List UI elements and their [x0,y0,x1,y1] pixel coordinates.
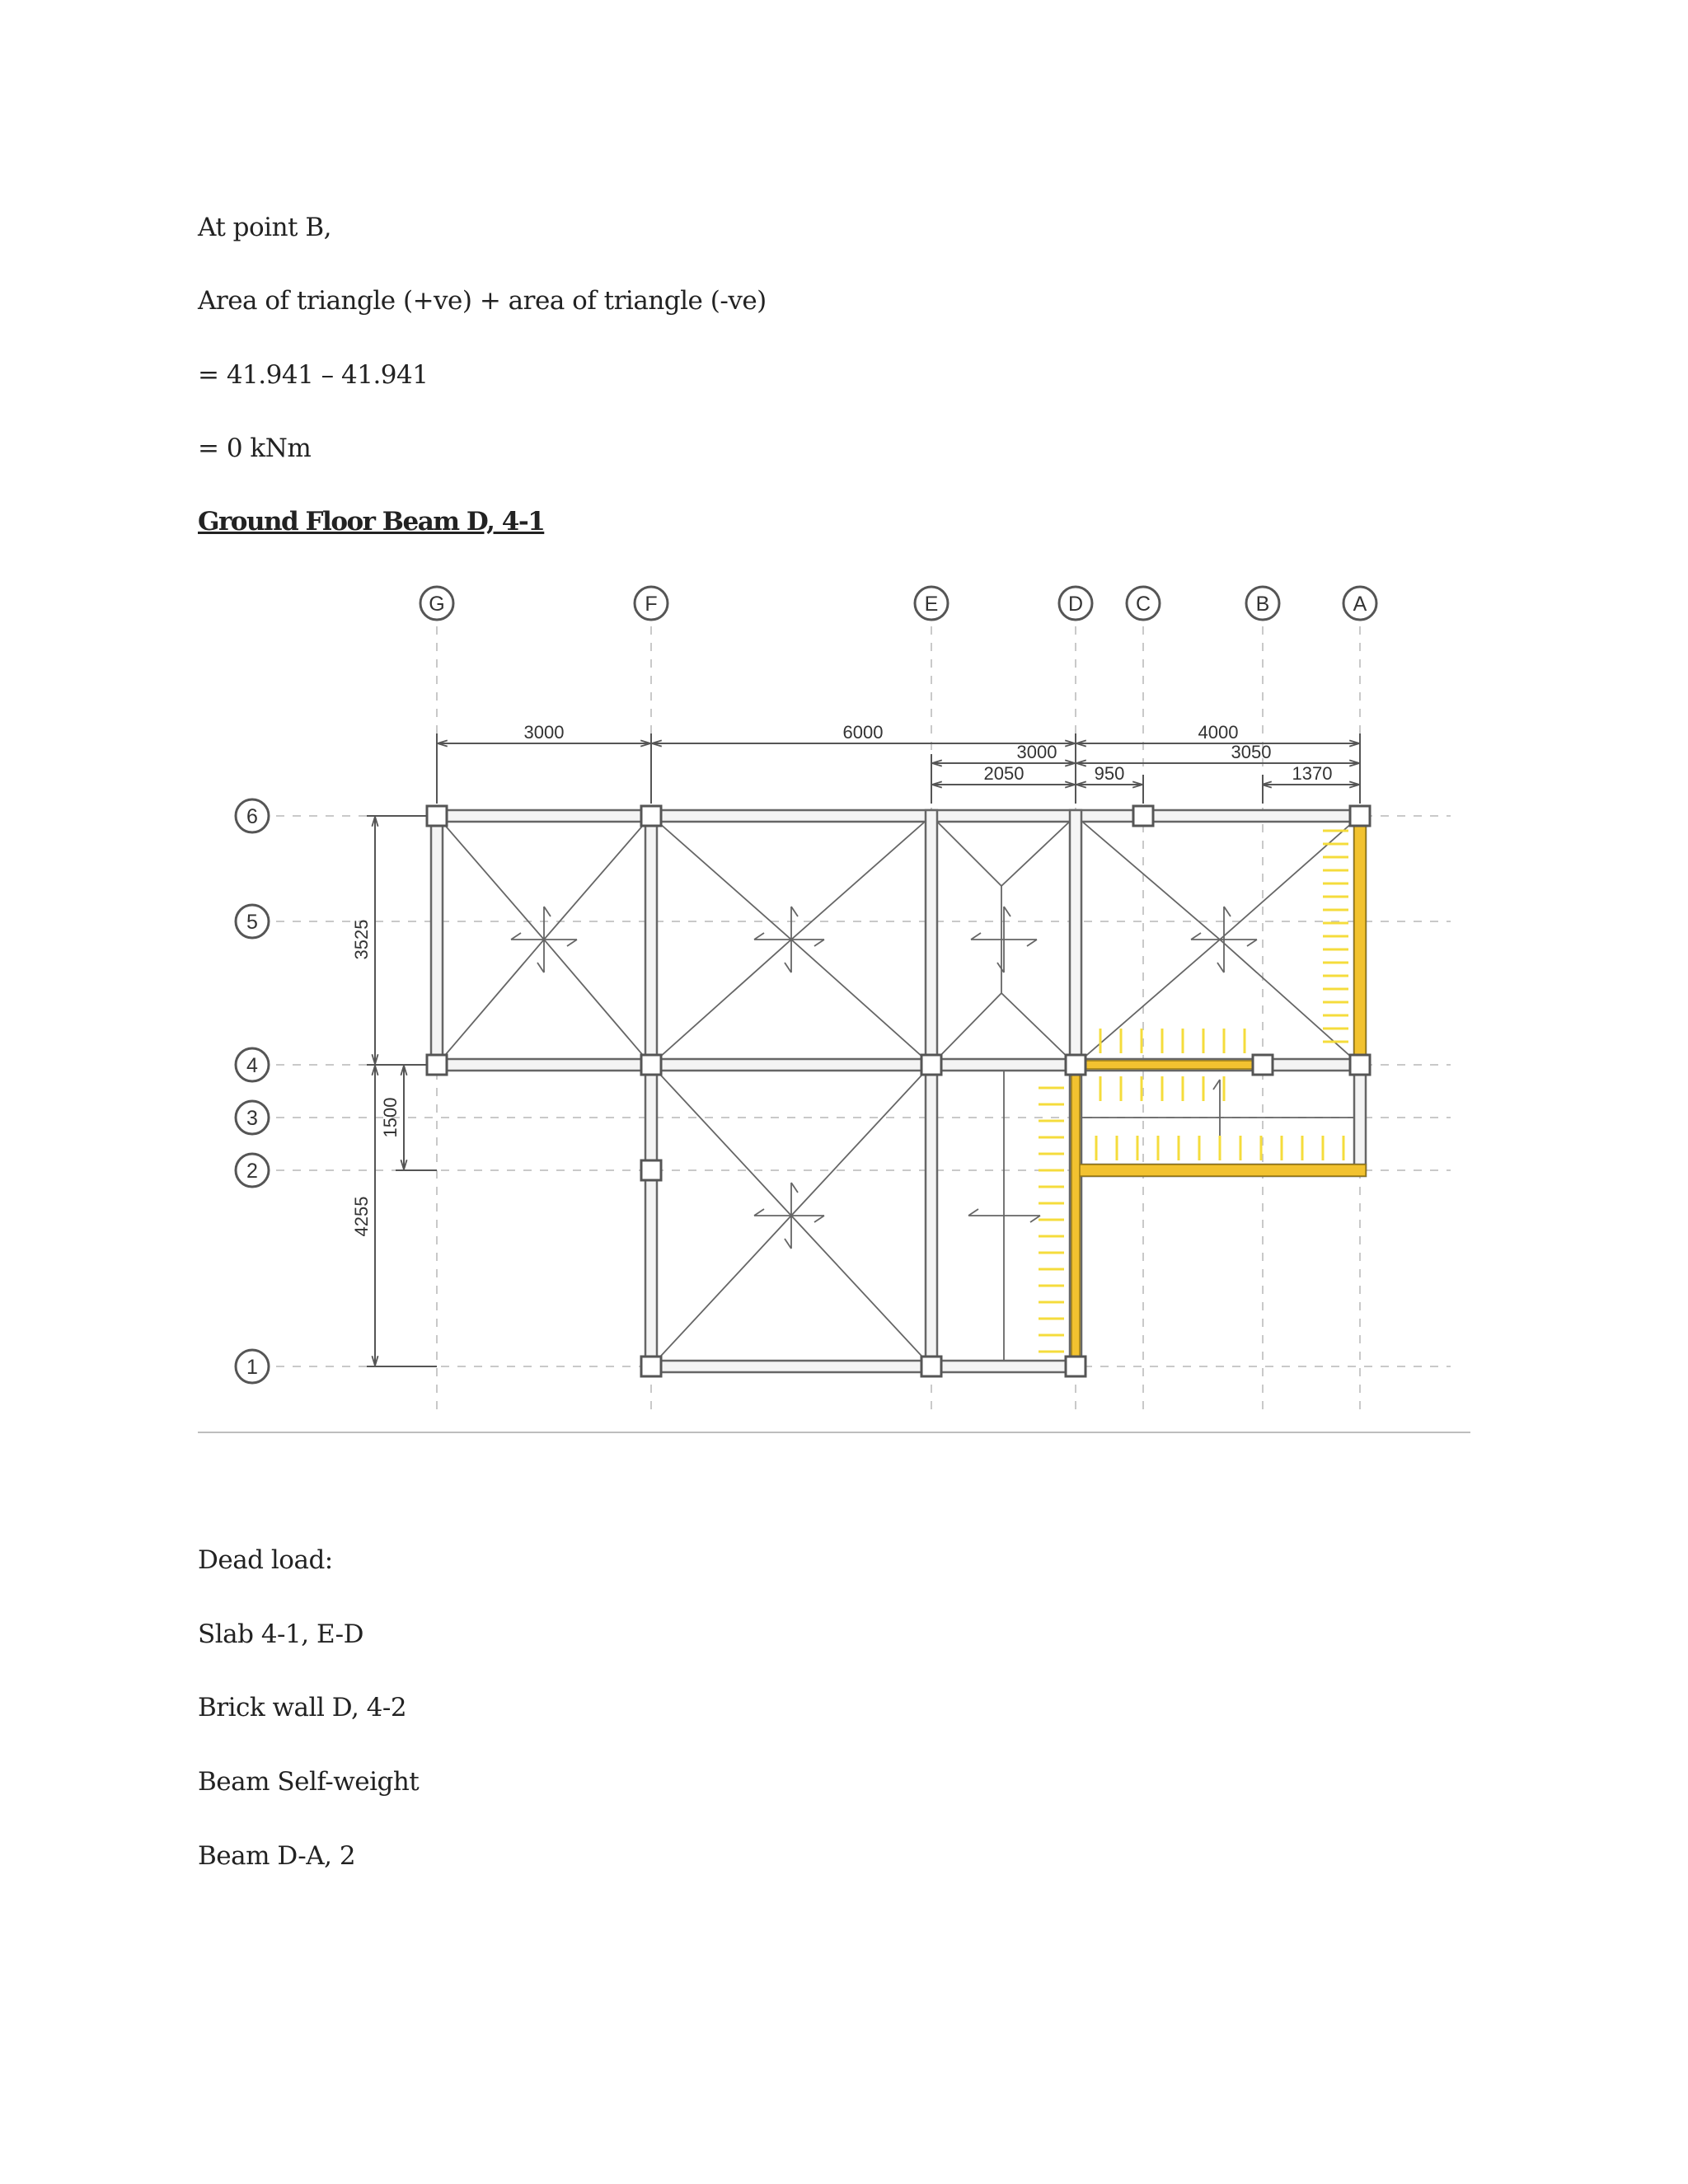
text-result: = 0 kNm [198,434,312,463]
text-difference: = 41.941 – 41.941 [198,360,429,390]
dim-label-950: 950 [1094,763,1125,784]
text-dead-load: Dead load: [198,1545,333,1575]
grid-label-a: A [1353,593,1367,616]
grid-label-3: 3 [246,1107,258,1130]
grid-label-d: D [1067,593,1084,616]
dimension-lines-left [367,816,437,1366]
grid-label-4: 4 [246,1054,258,1077]
grid-label-f: F [645,593,658,616]
dim-label-3000-ed: 3000 [1016,742,1057,762]
list-item-slab: Slab 4-1, E-D [198,1619,363,1649]
horizontal-divider [198,1432,1470,1433]
grid-label-c: C [1135,593,1151,616]
grid-label-2: 2 [246,1160,258,1183]
list-item-beam-d-a: Beam D-A, 2 [198,1841,356,1871]
dimension-lines-top [437,733,1360,804]
section-heading: Ground Floor Beam D, 4-1 [198,507,545,537]
grid-label-5: 5 [246,911,258,934]
dim-label-3000: 3000 [523,722,565,743]
beams [430,810,1367,1372]
grid-label-6: 6 [246,805,258,828]
dim-label-6000: 6000 [842,722,884,743]
span-direction-arrows [511,907,1257,1249]
highlighted-beams [1071,822,1366,1361]
grid-label-g: G [429,593,445,616]
list-item-beam-self-weight: Beam Self-weight [198,1767,420,1797]
dim-label-4000: 4000 [1198,722,1239,743]
dim-label-3525: 3525 [351,919,372,960]
load-arrows [1039,831,1348,1352]
columns [427,806,1370,1376]
dim-label-1370: 1370 [1292,763,1333,784]
text-at-point-b: At point B, [198,213,331,242]
slab-yield-lines [437,816,1360,1366]
grid-label-e: E [924,593,939,616]
text-area-of-triangles: Area of triangle (+ve) + area of triangle (-ve) [198,286,767,316]
grid-label-1: 1 [246,1356,258,1379]
dim-label-1500: 1500 [380,1097,401,1138]
list-item-brick-wall: Brick wall D, 4-2 [198,1693,407,1722]
dim-label-4255: 4255 [351,1196,372,1237]
dim-label-2050: 2050 [983,763,1025,784]
grid-label-b: B [1255,593,1270,616]
dim-label-3050: 3050 [1231,742,1272,762]
